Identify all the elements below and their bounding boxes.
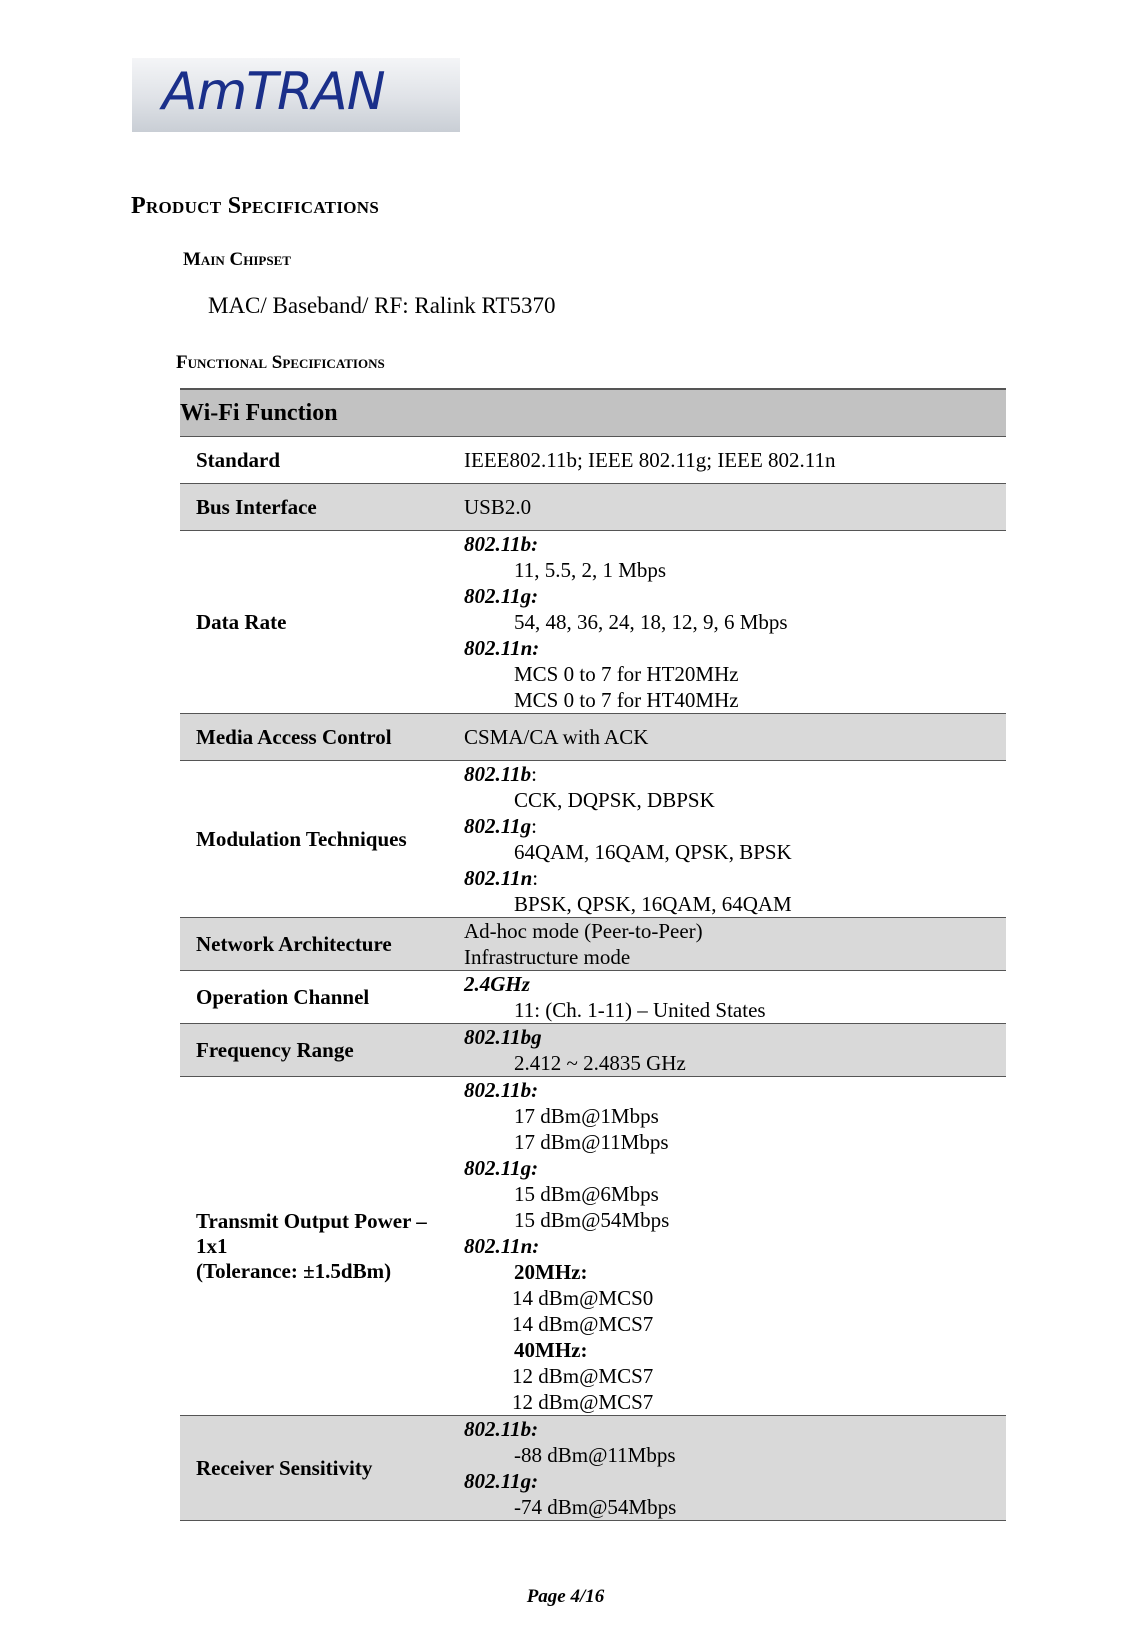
company-logo xyxy=(132,58,460,132)
table-row-standard xyxy=(180,437,1006,484)
row-label: Standard xyxy=(196,447,281,472)
row-label: Bus Interface xyxy=(180,484,464,531)
value-line: 2.412 ~ 2.4835 GHz xyxy=(514,1051,686,1075)
table-row-frequency-range xyxy=(180,1024,1006,1077)
standard-label: 802.11bg xyxy=(464,1025,542,1049)
value-line: 15 dBm@6Mbps xyxy=(514,1182,659,1206)
value-line: BPSK, QPSK, 16QAM, 64QAM xyxy=(514,892,792,916)
value-line: MCS 0 to 7 for HT40MHz xyxy=(514,688,739,712)
row-value: 802.11b: CCK, DQPSK, DBPSK 802.11g: 64QAM, 16QAM, QPSK, BPSK 802.11n: BPSK, QPSK, 16QAM, 64QAM xyxy=(464,761,1006,918)
value-line: Infrastructure mode xyxy=(464,945,631,969)
label-line: Transmit Output Power – xyxy=(196,1208,427,1233)
table-row-receiver-sensitivity xyxy=(180,1416,1006,1521)
table-row-media-access-control xyxy=(180,714,1006,761)
logo-text: AmTRAN xyxy=(162,62,385,122)
row-label: Modulation Techniques xyxy=(196,826,407,851)
row-label xyxy=(180,1077,464,1416)
value-line: 12 dBm@MCS7 xyxy=(512,1364,654,1388)
table-row-data-rate xyxy=(180,531,1006,714)
value-line: -74 dBm@54Mbps xyxy=(514,1495,677,1519)
row-value xyxy=(464,971,1006,1024)
main-chipset-value: MAC/ Baseband/ RF: Ralink RT5370 xyxy=(208,293,556,318)
standard-label: 802.11g: xyxy=(464,1156,539,1180)
bandwidth-label: 40MHz: xyxy=(514,1338,588,1362)
band-label: 2.4GHz xyxy=(464,972,530,996)
standard-label: 802.11n: xyxy=(464,1234,540,1258)
row-value: USB2.0 xyxy=(464,484,1006,531)
value-line: 54, 48, 36, 24, 18, 12, 9, 6 Mbps xyxy=(514,610,788,634)
table-row-transmit-output-power xyxy=(180,1077,1006,1416)
standard-label: 802.11b: xyxy=(464,1417,539,1441)
value-line: 11: (Ch. 1-11) – United States xyxy=(514,998,766,1022)
value-line: 11, 5.5, 2, 1 Mbps xyxy=(514,558,667,582)
product-specifications-heading: Product Specifications xyxy=(131,193,380,219)
standard-label: 802.11g: xyxy=(464,1469,539,1493)
value-line: 12 dBm@MCS7 xyxy=(512,1390,654,1414)
row-value xyxy=(464,1416,1006,1521)
row-label: Media Access Control xyxy=(180,714,464,761)
row-value: CSMA/CA with ACK xyxy=(464,714,1006,761)
value-line: 17 dBm@11Mbps xyxy=(514,1130,669,1154)
value-line: 14 dBm@MCS7 xyxy=(512,1312,654,1336)
value-line: 17 dBm@1Mbps xyxy=(514,1104,659,1128)
wifi-function-table xyxy=(180,388,1006,1521)
bandwidth-label: 20MHz: xyxy=(514,1260,588,1284)
row-label: Frequency Range xyxy=(180,1024,464,1077)
functional-specifications-heading: Functional Specifications xyxy=(176,352,385,373)
row-value xyxy=(464,1024,1006,1077)
row-label: Receiver Sensitivity xyxy=(180,1416,464,1521)
value-line: MCS 0 to 7 for HT20MHz xyxy=(514,662,739,686)
row-value: IEEE802.11b; IEEE 802.11g; IEEE 802.11n xyxy=(464,448,836,472)
table-header-row xyxy=(180,389,1006,437)
label-line: (Tolerance: ±1.5dBm) xyxy=(196,1258,392,1283)
standard-label: 802.11g: xyxy=(464,584,539,608)
page-number: Page 4/16 xyxy=(526,1586,605,1607)
value-line: -88 dBm@11Mbps xyxy=(514,1443,676,1467)
value-line: 14 dBm@MCS0 xyxy=(512,1286,654,1310)
main-chipset-heading: Main Chipset xyxy=(183,249,291,270)
table-header: Wi-Fi Function xyxy=(180,389,1006,437)
row-label: Network Architecture xyxy=(180,918,464,971)
value-line: 64QAM, 16QAM, QPSK, BPSK xyxy=(514,840,792,864)
row-value xyxy=(464,531,1006,714)
standard-label: 802.11b xyxy=(464,762,532,786)
table-row-bus-interface xyxy=(180,484,1006,531)
standard-label: 802.11n: xyxy=(464,636,540,660)
value-line: 15 dBm@54Mbps xyxy=(514,1208,670,1232)
standard-label: 802.11g xyxy=(464,814,532,838)
table-row-modulation xyxy=(180,761,1006,918)
standard-label: 802.11n xyxy=(464,866,533,890)
standard-label: 802.11b: xyxy=(464,1078,539,1102)
row-label: Operation Channel xyxy=(196,984,370,1009)
value-line: Ad-hoc mode (Peer-to-Peer) xyxy=(464,919,703,943)
row-label: Data Rate xyxy=(196,609,287,634)
value-line: CCK, DQPSK, DBPSK xyxy=(514,788,715,812)
standard-label: 802.11b: xyxy=(464,532,539,556)
table-row-operation-channel xyxy=(180,971,1006,1024)
row-value xyxy=(464,1077,1006,1416)
row-value xyxy=(464,918,1006,971)
table-row-network-architecture xyxy=(180,918,1006,971)
label-line: 1x1 xyxy=(196,1233,228,1258)
